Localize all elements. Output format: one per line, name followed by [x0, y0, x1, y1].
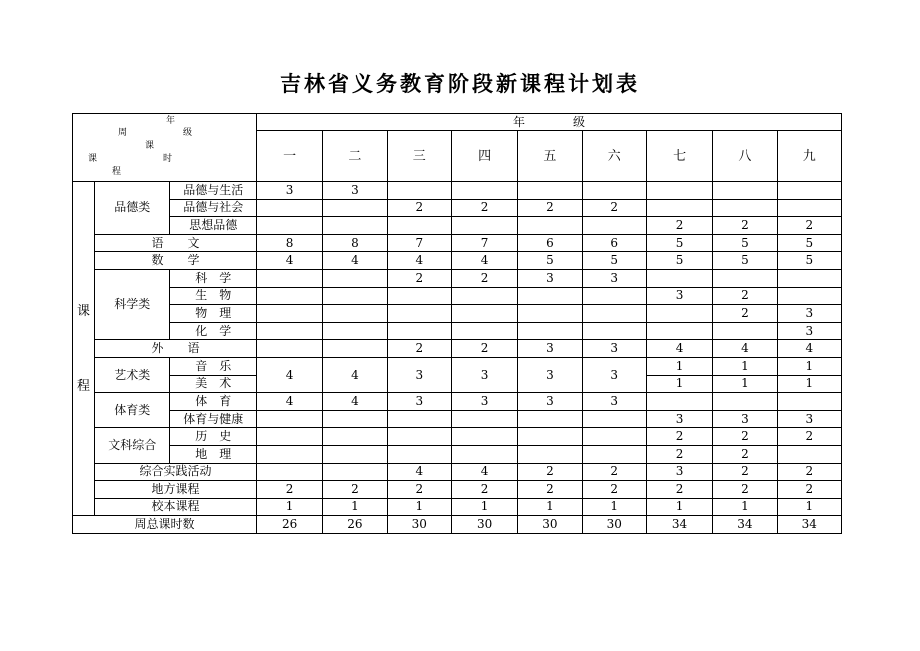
cell-xiaoben-grade-5: 1 [518, 498, 582, 516]
cell-waiyu-grade-2 [323, 340, 387, 358]
cell-kx-grade-3: 2 [387, 269, 451, 287]
cell-hx-grade-7 [646, 322, 712, 340]
grade-header-4: 四 [451, 131, 517, 182]
cell-wl-grade-3 [387, 305, 451, 323]
cell-shuxue-grade-6: 5 [582, 252, 646, 270]
cell-dl-grade-2 [323, 445, 387, 463]
cell-ls-grade-9: 2 [777, 428, 841, 446]
cell-yuwen-grade-2: 8 [323, 234, 387, 252]
cell-total-grade-8: 34 [713, 516, 777, 534]
cell-sw-grade-4 [451, 287, 517, 305]
cell-ms-grade-9: 1 [777, 375, 841, 393]
cell-shuxue-grade-7: 5 [646, 252, 712, 270]
cell-hx-grade-4 [451, 322, 517, 340]
cell-pdsh-grade-5 [518, 182, 582, 200]
category-xiaoben: 校本课程 [95, 498, 257, 516]
cell-difang-grade-4: 2 [451, 481, 517, 499]
cell-tyjk-grade-5 [518, 410, 582, 428]
cell-waiyu-grade-6: 3 [582, 340, 646, 358]
cell-ls-grade-4 [451, 428, 517, 446]
cell-sxpd-grade-3 [387, 217, 451, 235]
cell-total-grade-5: 30 [518, 516, 582, 534]
cell-yishu-grade-5: 3 [518, 357, 582, 392]
grade-header-6: 六 [582, 131, 646, 182]
cell-hx-grade-2 [323, 322, 387, 340]
grade-header-5: 五 [518, 131, 582, 182]
cell-ls-grade-3 [387, 428, 451, 446]
cell-yuwen-grade-6: 6 [582, 234, 646, 252]
cell-pdshh-grade-8 [713, 199, 777, 217]
cell-ls-grade-8: 2 [713, 428, 777, 446]
cell-zonghe-grade-4: 4 [451, 463, 517, 481]
cell-pdshh-grade-9 [777, 199, 841, 217]
cell-ls-grade-5 [518, 428, 582, 446]
cell-yy-grade-8: 1 [713, 357, 777, 375]
subject-kx: 科 学 [170, 269, 256, 287]
grade-header-8: 八 [713, 131, 777, 182]
cell-yuwen-grade-5: 6 [518, 234, 582, 252]
cell-shuxue-grade-8: 5 [713, 252, 777, 270]
cell-dl-grade-3 [387, 445, 451, 463]
subject-tyjk: 体育与健康 [170, 410, 256, 428]
cell-kx-grade-5: 3 [518, 269, 582, 287]
cell-shuxue-grade-2: 4 [323, 252, 387, 270]
cell-shuxue-grade-5: 5 [518, 252, 582, 270]
cell-hx-grade-5 [518, 322, 582, 340]
category-difang: 地方课程 [95, 481, 257, 499]
cell-zonghe-grade-6: 2 [582, 463, 646, 481]
cell-tyjk-grade-7: 3 [646, 410, 712, 428]
grade-header-3: 三 [387, 131, 451, 182]
total-label: 周总课时数 [73, 516, 257, 534]
cell-ty-grade-7 [646, 393, 712, 411]
cell-difang-grade-7: 2 [646, 481, 712, 499]
cell-sxpd-grade-9: 2 [777, 217, 841, 235]
cell-yuwen-grade-8: 5 [713, 234, 777, 252]
cell-ty-grade-2: 4 [323, 393, 387, 411]
cell-kx-grade-7 [646, 269, 712, 287]
cell-ms-grade-7: 1 [646, 375, 712, 393]
cell-total-grade-4: 30 [451, 516, 517, 534]
cell-zonghe-grade-8: 2 [713, 463, 777, 481]
cell-zonghe-grade-9: 2 [777, 463, 841, 481]
cell-hx-grade-3 [387, 322, 451, 340]
cell-zonghe-grade-2 [323, 463, 387, 481]
cell-kx-grade-4: 2 [451, 269, 517, 287]
cell-difang-grade-8: 2 [713, 481, 777, 499]
cell-ls-grade-1 [256, 428, 322, 446]
subject-pdshh: 品德与社会 [170, 199, 256, 217]
cell-kx-grade-9 [777, 269, 841, 287]
cell-tyjk-grade-3 [387, 410, 451, 428]
cell-ty-grade-6: 3 [582, 393, 646, 411]
cell-ms-grade-8: 1 [713, 375, 777, 393]
subject-dl: 地 理 [170, 445, 256, 463]
cell-sw-grade-7: 3 [646, 287, 712, 305]
cell-xiaoben-grade-1: 1 [256, 498, 322, 516]
cell-pdsh-grade-2: 3 [323, 182, 387, 200]
cell-sxpd-grade-8: 2 [713, 217, 777, 235]
cell-waiyu-grade-4: 2 [451, 340, 517, 358]
cell-total-grade-2: 26 [323, 516, 387, 534]
cell-pdshh-grade-1 [256, 199, 322, 217]
category-yuwen: 语 文 [95, 234, 257, 252]
subject-sw: 生 物 [170, 287, 256, 305]
subject-ls: 历 史 [170, 428, 256, 446]
category-shuxue: 数 学 [95, 252, 257, 270]
cell-tyjk-grade-2 [323, 410, 387, 428]
cell-difang-grade-9: 2 [777, 481, 841, 499]
cell-pdsh-grade-7 [646, 182, 712, 200]
corner-label-nian: 年 [166, 116, 176, 126]
cell-yuwen-grade-7: 5 [646, 234, 712, 252]
cell-difang-grade-1: 2 [256, 481, 322, 499]
cell-dl-grade-4 [451, 445, 517, 463]
corner-label-ke1: 课 [145, 141, 155, 151]
cell-waiyu-grade-7: 4 [646, 340, 712, 358]
cell-waiyu-grade-9: 4 [777, 340, 841, 358]
cell-waiyu-grade-5: 3 [518, 340, 582, 358]
cell-kx-grade-8 [713, 269, 777, 287]
cell-pdshh-grade-6: 2 [582, 199, 646, 217]
cell-sw-grade-8: 2 [713, 287, 777, 305]
cell-waiyu-grade-1 [256, 340, 322, 358]
cell-tyjk-grade-1 [256, 410, 322, 428]
cell-pdsh-grade-6 [582, 182, 646, 200]
cell-sxpd-grade-6 [582, 217, 646, 235]
cell-pdsh-grade-4 [451, 182, 517, 200]
cell-yishu-grade-6: 3 [582, 357, 646, 392]
cell-zonghe-grade-7: 3 [646, 463, 712, 481]
cell-ty-grade-1: 4 [256, 393, 322, 411]
cell-yishu-grade-1: 4 [256, 357, 322, 392]
corner-label-cheng: 程 [112, 167, 122, 177]
cell-ty-grade-5: 3 [518, 393, 582, 411]
cell-dl-grade-9 [777, 445, 841, 463]
cell-ty-grade-4: 3 [451, 393, 517, 411]
cell-total-grade-3: 30 [387, 516, 451, 534]
cell-yuwen-grade-4: 7 [451, 234, 517, 252]
cell-yy-grade-7: 1 [646, 357, 712, 375]
corner-label-ji: 级 [183, 128, 193, 138]
subject-ms: 美 术 [170, 375, 256, 393]
cell-ls-grade-6 [582, 428, 646, 446]
cell-tyjk-grade-6 [582, 410, 646, 428]
cell-pdsh-grade-3 [387, 182, 451, 200]
cell-dl-grade-5 [518, 445, 582, 463]
cell-difang-grade-2: 2 [323, 481, 387, 499]
cell-wl-grade-9: 3 [777, 305, 841, 323]
subject-wl: 物 理 [170, 305, 256, 323]
cell-xiaoben-grade-3: 1 [387, 498, 451, 516]
cell-dl-grade-8: 2 [713, 445, 777, 463]
page-title: 吉林省义务教育阶段新课程计划表 [280, 72, 640, 96]
cell-pdshh-grade-5: 2 [518, 199, 582, 217]
cell-dl-grade-1 [256, 445, 322, 463]
cell-pdsh-grade-9 [777, 182, 841, 200]
cell-total-grade-1: 26 [256, 516, 322, 534]
cell-hx-grade-1 [256, 322, 322, 340]
cell-pdshh-grade-3: 2 [387, 199, 451, 217]
cell-sw-grade-9 [777, 287, 841, 305]
cell-sxpd-grade-1 [256, 217, 322, 235]
cell-pdshh-grade-4: 2 [451, 199, 517, 217]
cell-xiaoben-grade-4: 1 [451, 498, 517, 516]
cell-shuxue-grade-9: 5 [777, 252, 841, 270]
cell-shuxue-grade-3: 4 [387, 252, 451, 270]
cell-pdsh-grade-8 [713, 182, 777, 200]
cell-xiaoben-grade-7: 1 [646, 498, 712, 516]
cell-wl-grade-2 [323, 305, 387, 323]
cell-kx-grade-2 [323, 269, 387, 287]
grade-header-9: 九 [777, 131, 841, 182]
cell-shuxue-grade-1: 4 [256, 252, 322, 270]
grade-header-7: 七 [646, 131, 712, 182]
category-tiyu: 体育类 [95, 393, 170, 428]
curriculum-table [72, 113, 842, 534]
cell-zonghe-grade-5: 2 [518, 463, 582, 481]
subject-yy: 音 乐 [170, 357, 256, 375]
cell-wl-grade-6 [582, 305, 646, 323]
cell-xiaoben-grade-8: 1 [713, 498, 777, 516]
cell-ty-grade-9 [777, 393, 841, 411]
corner-label-ke2: 课 [88, 154, 98, 164]
cell-kx-grade-1 [256, 269, 322, 287]
cell-waiyu-grade-8: 4 [713, 340, 777, 358]
category-pinde: 品德类 [95, 182, 170, 235]
cell-tyjk-grade-8: 3 [713, 410, 777, 428]
cell-sxpd-grade-2 [323, 217, 387, 235]
cell-yuwen-grade-1: 8 [256, 234, 322, 252]
cell-pdshh-grade-7 [646, 199, 712, 217]
cell-ty-grade-3: 3 [387, 393, 451, 411]
cell-zonghe-grade-3: 4 [387, 463, 451, 481]
cell-difang-grade-3: 2 [387, 481, 451, 499]
category-zonghe: 综合实践活动 [95, 463, 257, 481]
corner-header-cell [73, 114, 257, 182]
cell-sxpd-grade-7: 2 [646, 217, 712, 235]
cell-wl-grade-7 [646, 305, 712, 323]
cell-yishu-grade-4: 3 [451, 357, 517, 392]
corner-label-zhou: 周 [118, 128, 128, 138]
cell-zonghe-grade-1 [256, 463, 322, 481]
category-waiyu: 外 语 [95, 340, 257, 358]
grade-header-1: 一 [256, 131, 322, 182]
cell-pdshh-grade-2 [323, 199, 387, 217]
subject-ty: 体 育 [170, 393, 256, 411]
grade-header: 年 级 [256, 114, 841, 131]
cell-yuwen-grade-9: 5 [777, 234, 841, 252]
cell-kx-grade-6: 3 [582, 269, 646, 287]
cell-tyjk-grade-4 [451, 410, 517, 428]
cell-total-grade-6: 30 [582, 516, 646, 534]
cell-hx-grade-6 [582, 322, 646, 340]
category-kexue: 科学类 [95, 269, 170, 339]
cell-shuxue-grade-4: 4 [451, 252, 517, 270]
cell-ls-grade-2 [323, 428, 387, 446]
cell-xiaoben-grade-6: 1 [582, 498, 646, 516]
cell-xiaoben-grade-2: 1 [323, 498, 387, 516]
cell-sw-grade-3 [387, 287, 451, 305]
cell-tyjk-grade-9: 3 [777, 410, 841, 428]
cell-sw-grade-5 [518, 287, 582, 305]
cell-ty-grade-8 [713, 393, 777, 411]
cell-pdsh-grade-1: 3 [256, 182, 322, 200]
cell-sxpd-grade-4 [451, 217, 517, 235]
cell-sw-grade-6 [582, 287, 646, 305]
corner-label-shi: 时 [163, 154, 173, 164]
cell-wl-grade-5 [518, 305, 582, 323]
cell-waiyu-grade-3: 2 [387, 340, 451, 358]
course-side-label [73, 182, 95, 516]
cell-sw-grade-2 [323, 287, 387, 305]
cell-difang-grade-5: 2 [518, 481, 582, 499]
cell-total-grade-9: 34 [777, 516, 841, 534]
cell-wl-grade-8: 2 [713, 305, 777, 323]
cell-total-grade-7: 34 [646, 516, 712, 534]
cell-wl-grade-1 [256, 305, 322, 323]
cell-yy-grade-9: 1 [777, 357, 841, 375]
cell-xiaoben-grade-9: 1 [777, 498, 841, 516]
cell-dl-grade-7: 2 [646, 445, 712, 463]
cell-difang-grade-6: 2 [582, 481, 646, 499]
cell-yuwen-grade-3: 7 [387, 234, 451, 252]
side-label-top: 课 [77, 303, 91, 319]
cell-yishu-grade-3: 3 [387, 357, 451, 392]
cell-ls-grade-7: 2 [646, 428, 712, 446]
category-wenke: 文科综合 [95, 428, 170, 463]
grade-header-2: 二 [323, 131, 387, 182]
cell-dl-grade-6 [582, 445, 646, 463]
cell-sxpd-grade-5 [518, 217, 582, 235]
subject-hx: 化 学 [170, 322, 256, 340]
category-yishu: 艺术类 [95, 357, 170, 392]
cell-yishu-grade-2: 4 [323, 357, 387, 392]
cell-hx-grade-8 [713, 322, 777, 340]
subject-pdsh: 品德与生活 [170, 182, 256, 200]
subject-sxpd: 思想品德 [170, 217, 256, 235]
cell-hx-grade-9: 3 [777, 322, 841, 340]
side-label-bottom: 程 [77, 378, 91, 394]
cell-sw-grade-1 [256, 287, 322, 305]
cell-wl-grade-4 [451, 305, 517, 323]
